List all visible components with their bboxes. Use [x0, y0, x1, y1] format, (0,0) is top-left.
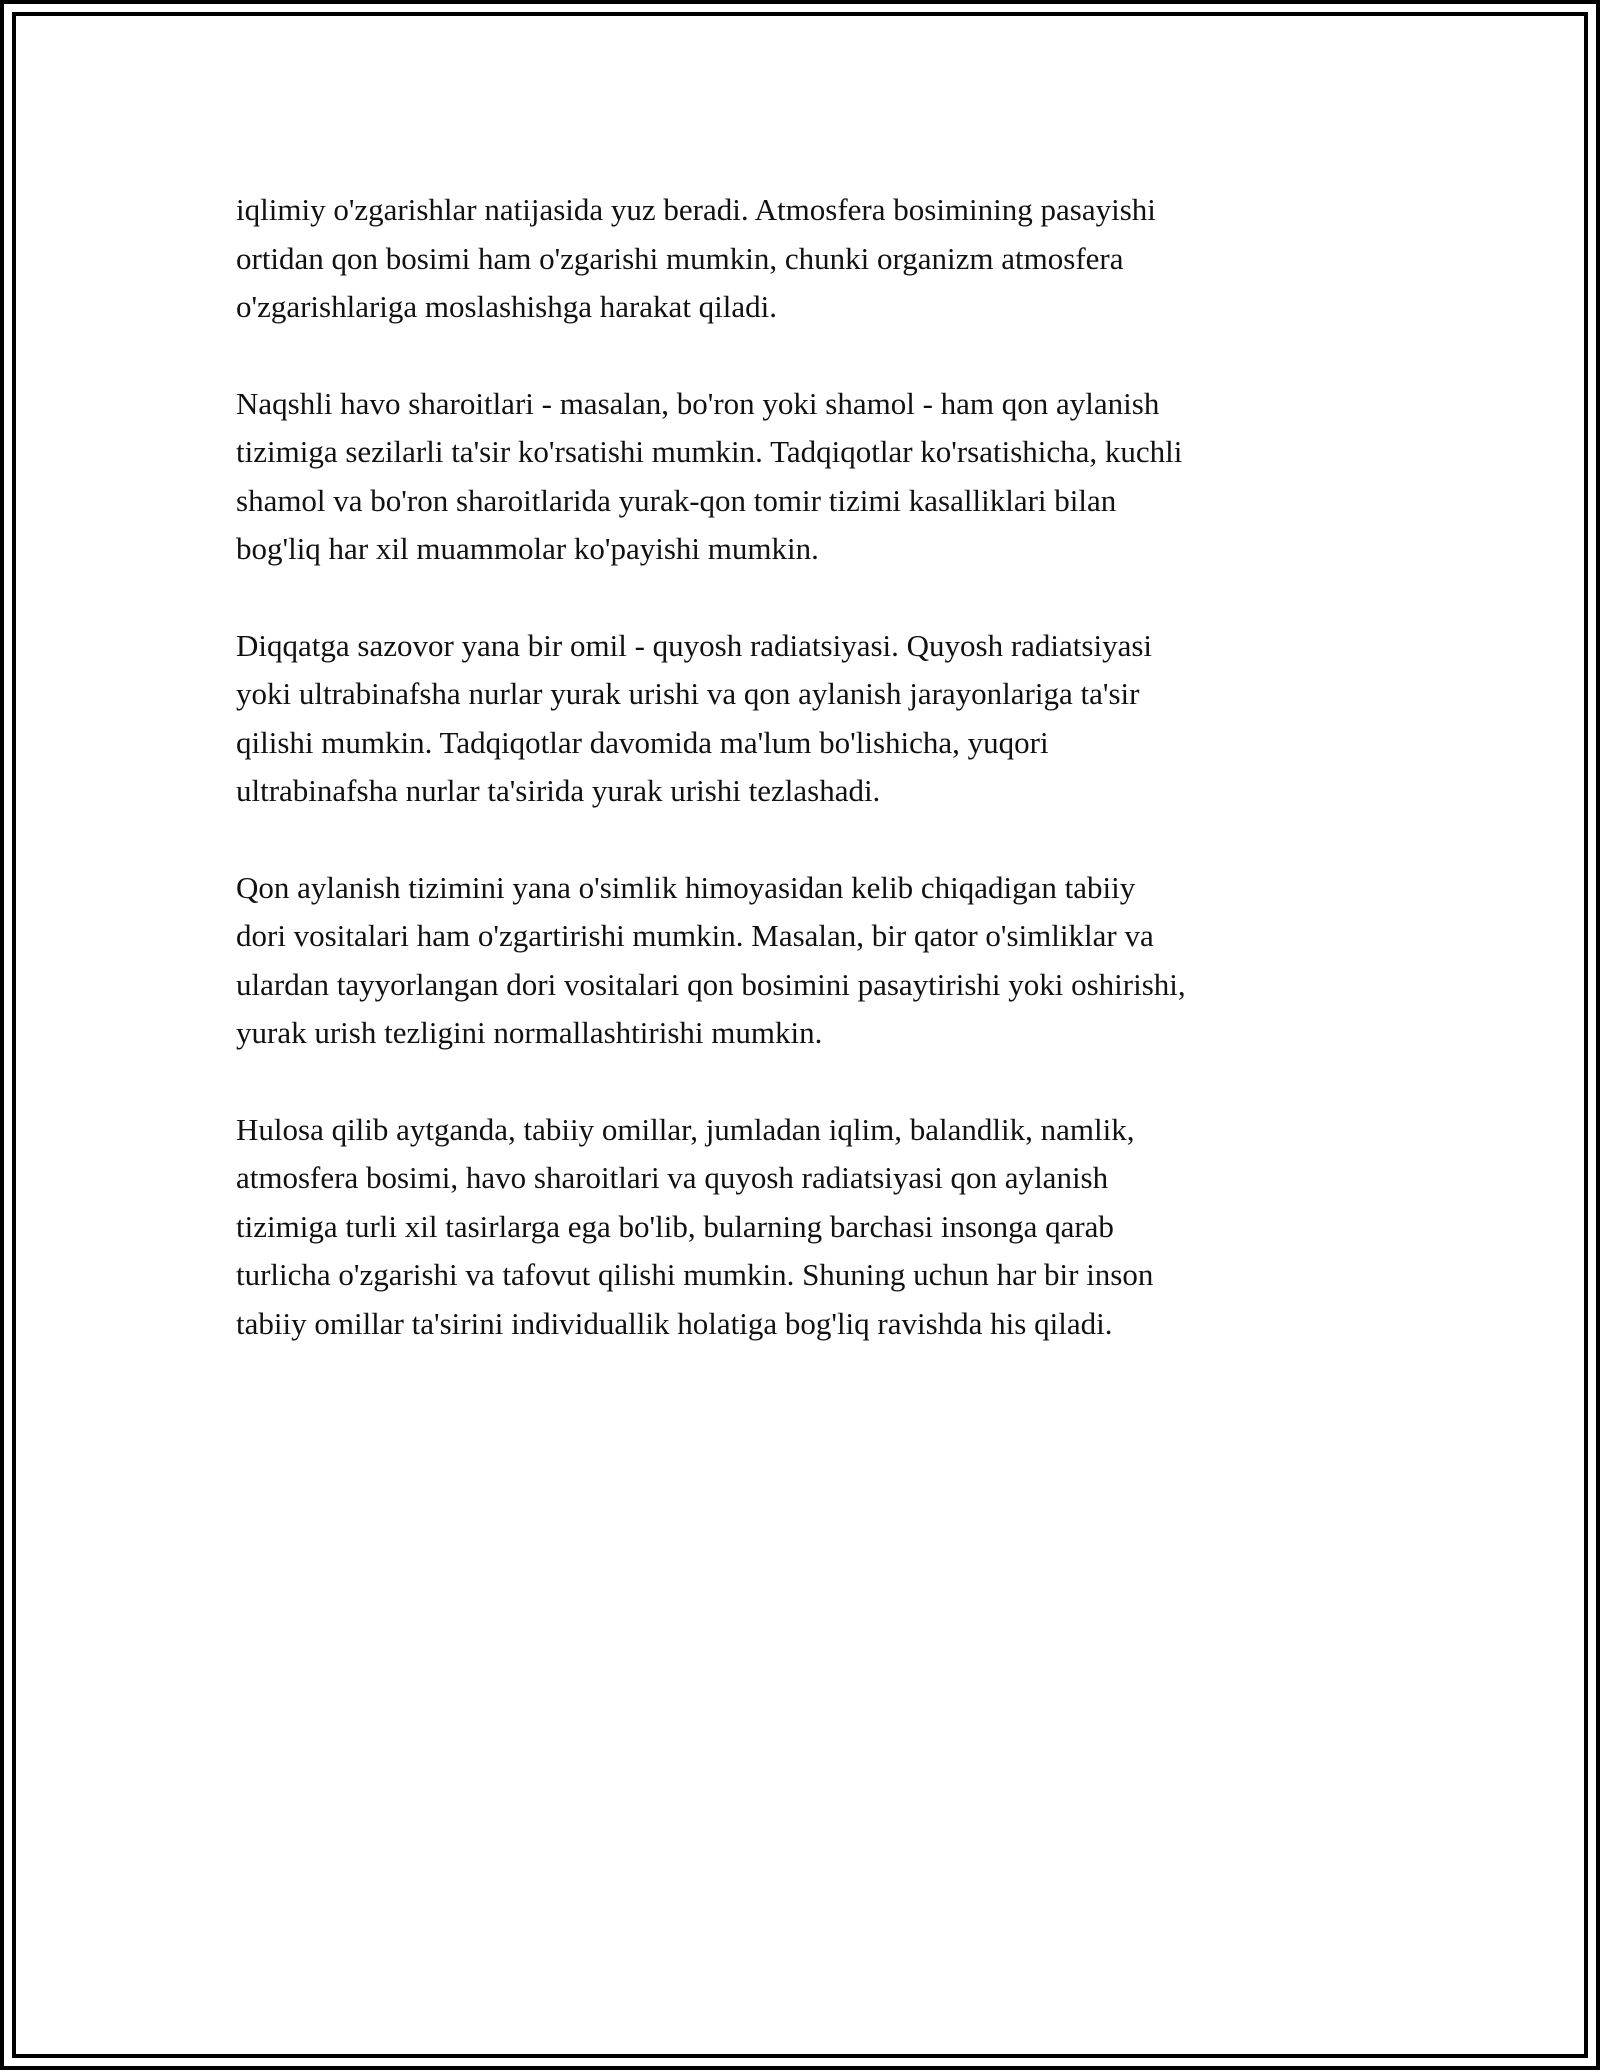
document-body — [236, 186, 1376, 1396]
paragraph-line: yoki ultrabinafsha nurlar yurak urishi va qon aylanish jarayonlariga ta'sir — [236, 676, 1140, 711]
paragraph-line: yurak urish tezligini normallashtirishi mumkin. — [236, 1015, 823, 1050]
paragraph-line: Naqshli havo sharoitlari - masalan, bo'ron yoki shamol - ham qon aylanish — [236, 385, 1160, 421]
paragraph-line: turlicha o'zgarishi va tafovut qilishi mumkin. Shuning uchun har bir inson — [236, 1257, 1154, 1292]
paragraph-line: qilishi mumkin. Tadqiqotlar davomida ma'lum bo'lishicha, yuqori — [236, 724, 1049, 760]
paragraph-line: tizimiga sezilarli ta'sir ko'rsatishi mumkin. Tadqiqotlar ko'rsatishicha, kuchli — [236, 434, 1183, 469]
paragraph-line: ortidan qon bosimi ham o'zgarishi mumkin, chunki organizm atmosfera — [236, 240, 1124, 276]
paragraph-line: tabiiy omillar ta'sirini individuallik holatiga bog'liq ravishda his qiladi. — [236, 1305, 1113, 1341]
paragraph-1 — [236, 186, 1376, 332]
paragraph-line: shamol va bo'ron sharoitlarida yurak-qon tomir tizimi kasalliklari bilan — [236, 482, 1117, 518]
paragraph-line: ulardan tayyorlangan dori vositalari qon bosimini pasaytirishi yoki oshirishi, — [236, 966, 1186, 1002]
paragraph-line: bog'liq har xil muammolar ko'payishi mumkin. — [236, 531, 819, 566]
paragraph-line: Qon aylanish tizimini yana o'simlik himoyasidan kelib chiqadigan tabiiy — [236, 869, 1136, 905]
paragraph-3 — [236, 622, 1376, 816]
paragraph-2 — [236, 380, 1376, 574]
paragraph-line: ultrabinafsha nurlar ta'sirida yurak urishi tezlashadi. — [236, 773, 881, 808]
paragraph-line: o'zgarishlariga moslashishga harakat qiladi. — [236, 289, 778, 324]
paragraph-line: Hulosa qilib aytganda, tabiiy omillar, jumladan iqlim, balandlik, namlik, — [236, 1111, 1135, 1147]
paragraph-line: tizimiga turli xil tasirlarga ega bo'lib, bularning barchasi insonga qarab — [236, 1208, 1114, 1244]
paragraph-line: Diqqatga sazovor yana bir omil - quyosh radiatsiyasi. Quyosh radiatsiyasi — [236, 627, 1153, 663]
paragraph-line: atmosfera bosimi, havo sharoitlari va quyosh radiatsiyasi qon aylanish — [236, 1160, 1109, 1195]
paragraph-line: dori vositalari ham o'zgartirishi mumkin. Masalan, bir qator o'simliklar va — [236, 918, 1154, 953]
paragraph-4 — [236, 864, 1376, 1058]
paragraph-line: iqlimiy o'zgarishlar natijasida yuz beradi. Atmosfera bosimining pasayishi — [236, 192, 1156, 227]
paragraph-5 — [236, 1106, 1376, 1349]
